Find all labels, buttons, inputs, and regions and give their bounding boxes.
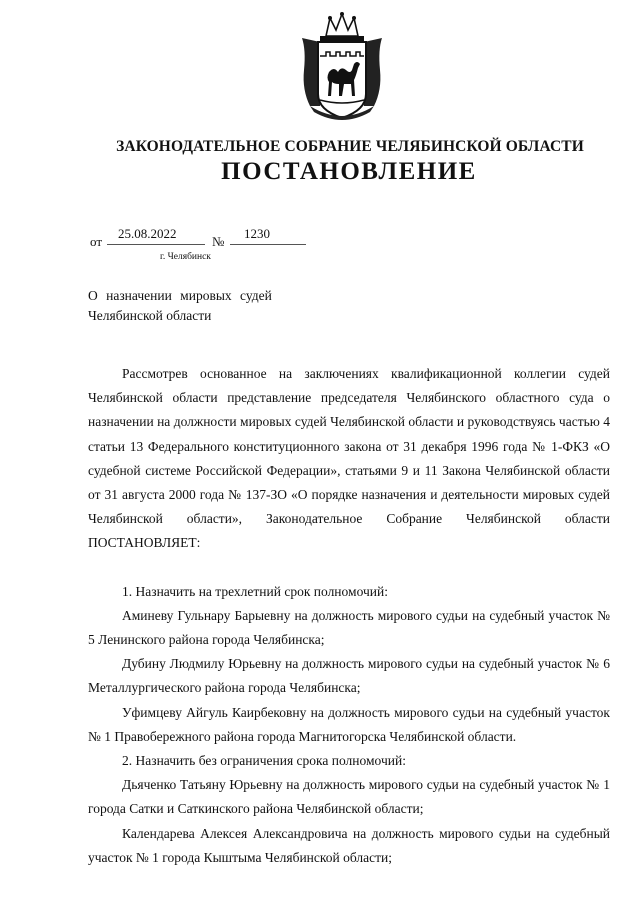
document-body [88,362,610,870]
coat-of-arms-emblem [296,10,388,126]
appointment-item: Аминеву Гульнару Барыевну на должность мирового судьи на судебный участок № 5 Ленинского района города Челябинска; [88,607,610,648]
appointment-item: Уфимцеву Айгуль Каирбековну на должность мирового судьи на судебный участок № 1 Правобережного района города Магнитогорска Челябинской области. [88,704,610,744]
section-2-heading: 2. Назначить без ограничения срока полномочий: [122,753,406,769]
subject-line-2: Челябинской области [88,308,212,323]
appointment-item: Календарева Алексея Александровича на должность мирового судьи на судебный участок № 1 города Кыштыма Челябинской области; [88,825,610,865]
appointment-item: Дубину Людмилу Юрьевну на должность мирового судьи на судебный участок № 6 Металлургического района города Челябинска; [88,656,610,696]
number-underline [230,244,306,245]
document-date: 25.08.2022 [118,226,177,241]
section-1-heading: 1. Назначить на трехлетний срок полномочий: [122,583,388,599]
document-number: 1230 [244,226,270,241]
document-type-title: ПОСТАНОВЛЕНИЕ [221,158,477,185]
city-label: г. Челябинск [160,252,211,262]
number-prefix: № [212,234,225,249]
date-underline [107,244,205,245]
date-prefix: от [90,234,103,249]
preamble-paragraph: Рассмотрев основанное на заключениях квалификационной коллегии судей Челябинской области представление председателя Челябинского областного суда о назначении на должности мировых судей Челябинской области и руководствуясь частью 4 статьи 13 Федерального конституционного закона от 31 декабря 1996 года № 1-ФКЗ «О судебной системе Российской Федерации», статьями 9 и 11 Закона Челябинской области от 31 августа 2000 года № 137-ЗО «О порядке назначения и деятельности мировых судей Челябинской области», Законодательное Собрание Челябинской области ПОСТАНОВЛЯЕТ: [88,366,610,551]
document-subject [88,286,272,326]
subject-line-1: О назначении мировых судей [88,288,272,303]
appointment-item: Дьяченко Татьяну Юрьевну на должность мирового судьи на судебный участок № 1 города Сатки и Саткинского района Челябинской области; [88,777,610,817]
organization-title: ЗАКОНОДАТЕЛЬНОЕ СОБРАНИЕ ЧЕЛЯБИНСКОЙ ОБЛАСТИ [116,138,584,155]
